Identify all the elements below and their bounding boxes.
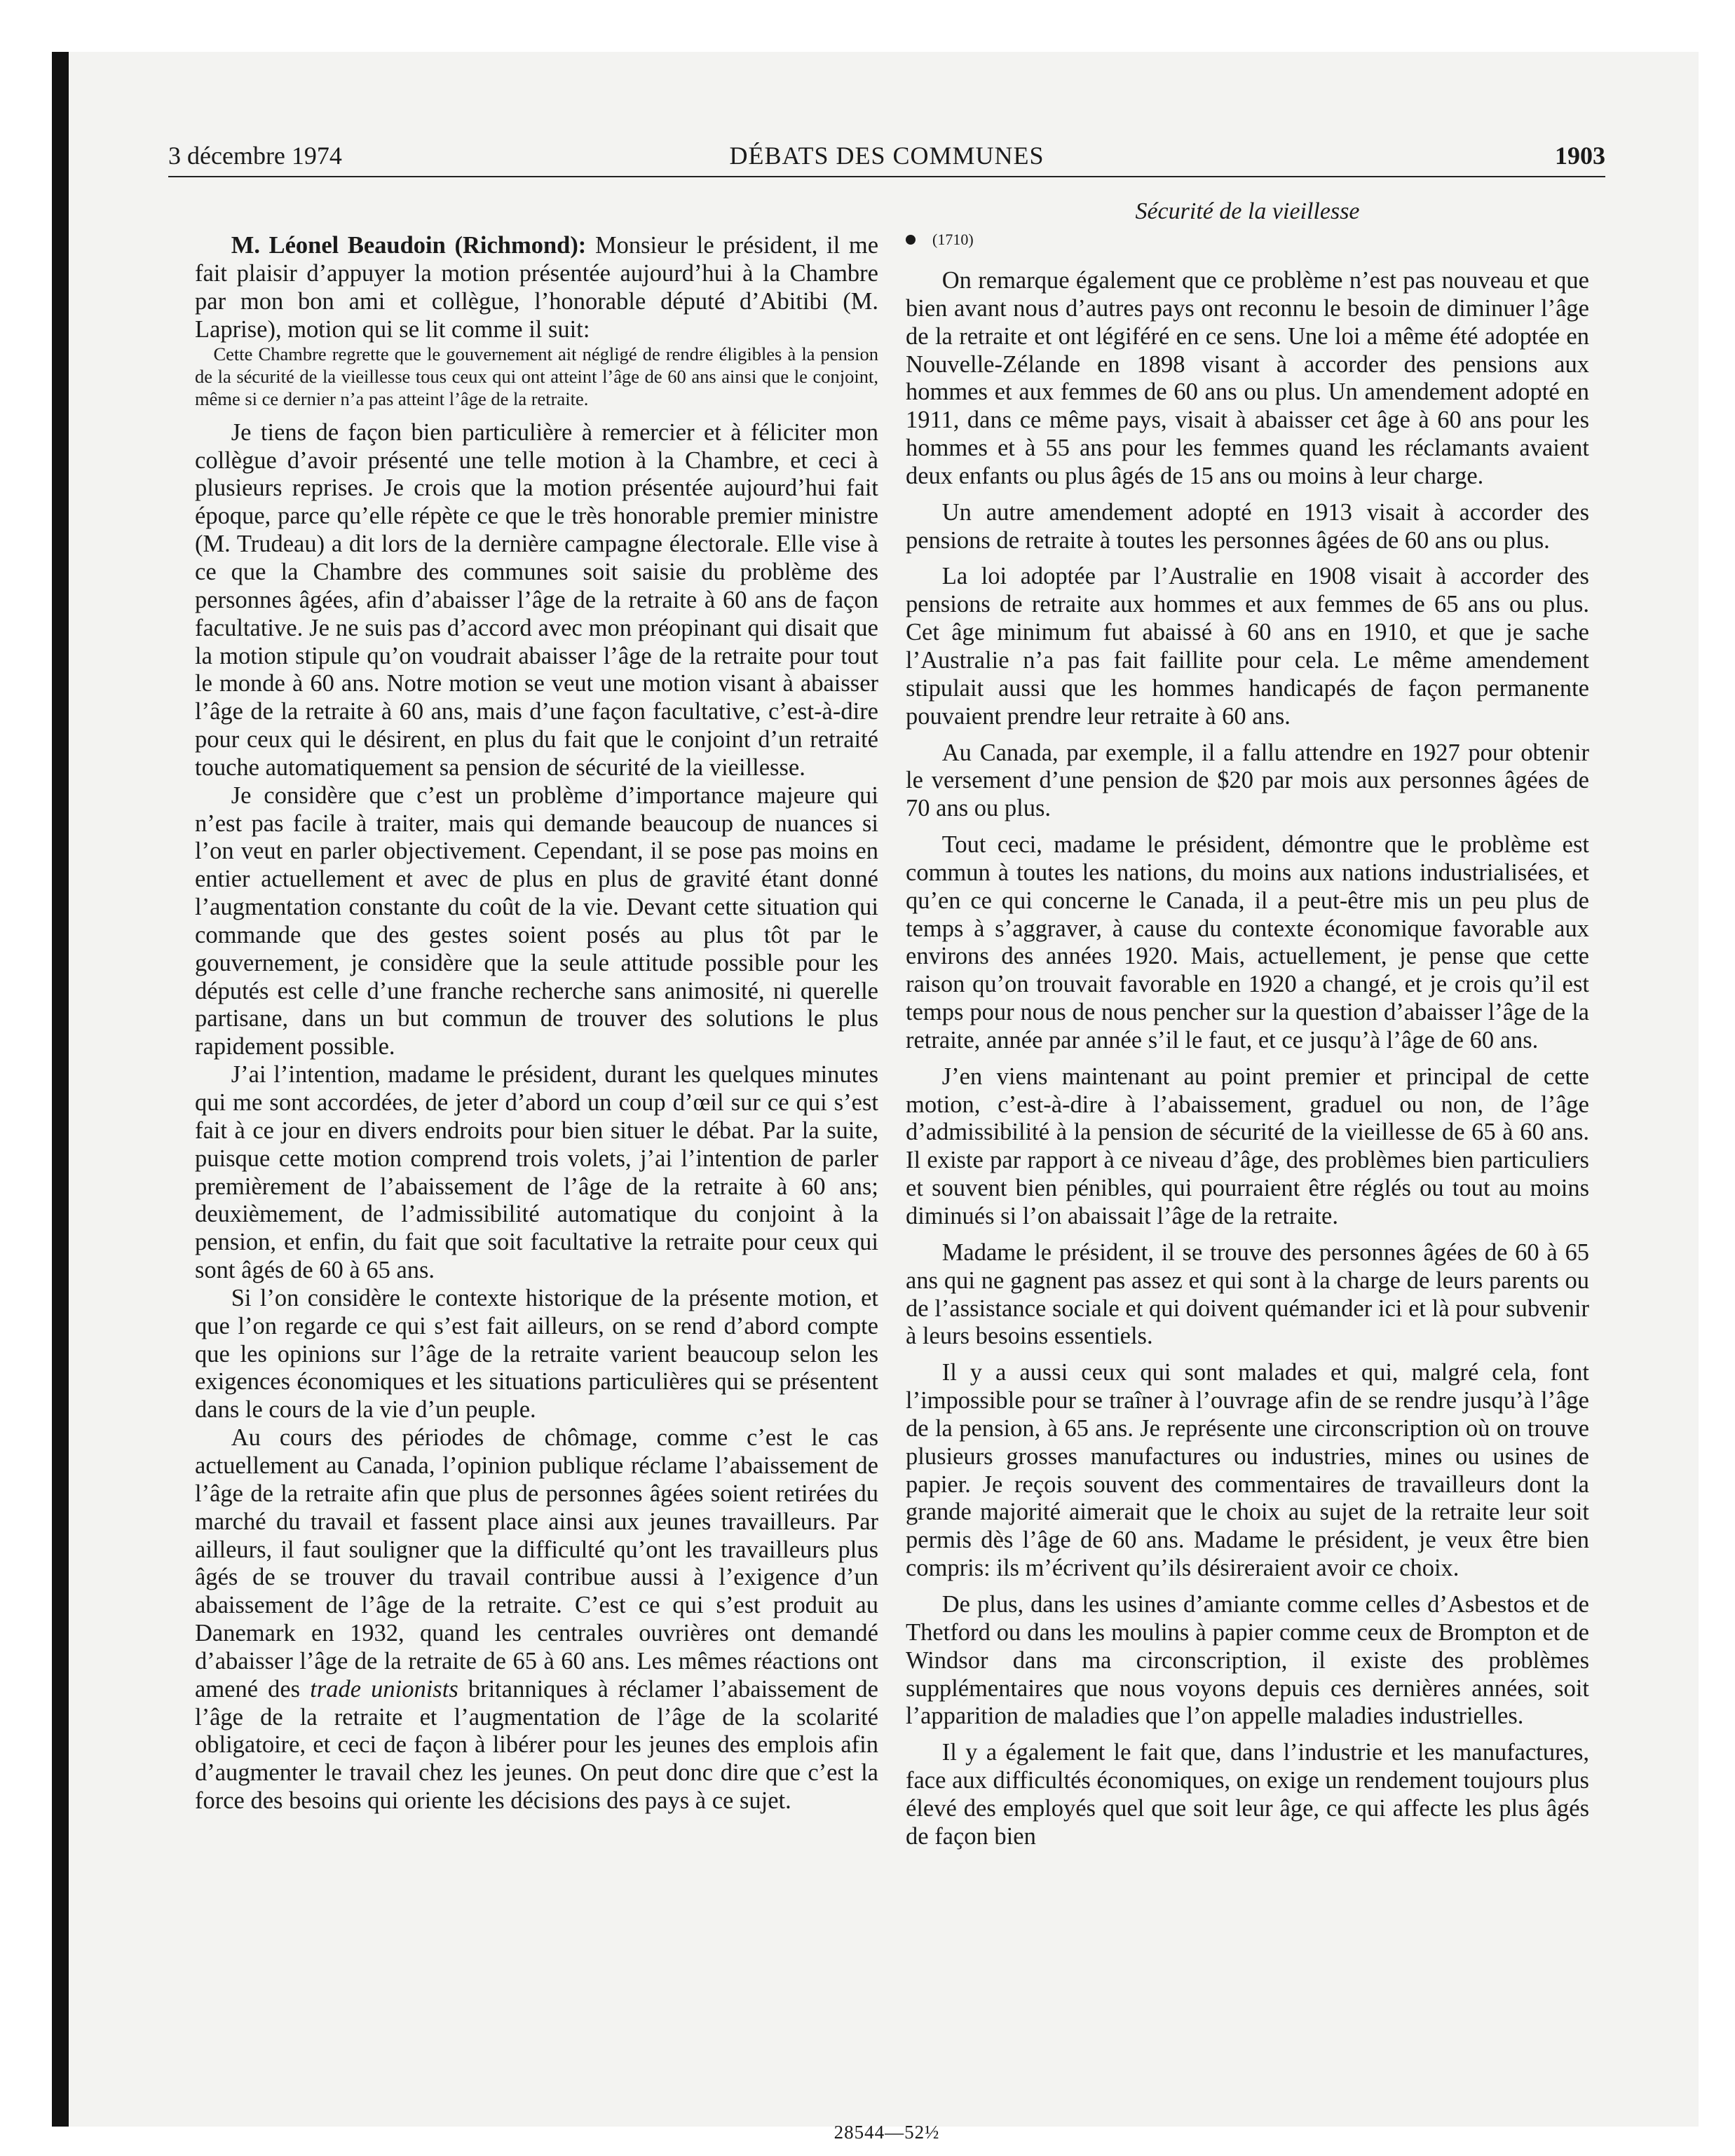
paragraph: J’ai l’intention, madame le président, durant les quelques minutes qui me sont accordées, de jeter d’abord un coup d’œil sur ce qui s’est fait à ce jour en divers endroits pour bien situer le débat. Par la suite, puisque cette motion comprend trois volets, j’ai l’intention de parler premièrement de l’abaissement de l’âge de la retraite à 60 ans; deuxièmement, de l’admissibilité automatique du conjoint à la pension, et enfin, du fait que soit facultative la retraite pour ceux qui sont âgés de 60 à 65 ans. <box>195 1061 878 1284</box>
paragraph: Madame le président, il se trouve des personnes âgées de 60 à 65 ans qui ne gagnent pas assez et qui sont à la charge de leurs parents ou de l’assistance sociale et qui doivent quémander ici et là pour subvenir à leurs besoins essentiels. <box>906 1239 1589 1350</box>
header-page-number: 1903 <box>1555 142 1605 170</box>
paragraph: Je considère que c’est un problème d’importance majeure qui n’est pas facile à traiter, mais qui demande beaucoup de nuances si l’on veut en parler objectivement. Cependant, il se pose pas moins en entier actuellement et avec de plus en plus de gravité étant donné l’augmentation constante du coût de la vie. Devant cette situation qui commande que des gestes soient posés au plus tôt par le gouvernement, je considère que la seule attitude possible pour les députés est celle d’une franche recherche sans animosité, ni querelle partisane, dans un but commun de trouver des solutions le plus rapidement possible. <box>195 782 878 1060</box>
header-title: DÉBATS DES COMMUNES <box>729 142 1045 170</box>
paragraph-text: Au cours des périodes de chômage, comme c’est le cas actuellement au Canada, l’opinion publique réclame l’abaissement de l’âge de la retraite afin que plus de personnes âgées soient retirées du marché du travail et fassent place ainsi aux jeunes travailleurs. Par ailleurs, il faut souligner que la difficulté qu’ont les travailleurs plus âgés de se trouver du travail contribue aussi à l’exigence d’un abaissement de l’âge de la retraite. C’est ce qui s’est produit au Danemark en 1932, quand les centrales ouvrières ont demandé d’abaisser l’âge de la retraite de 65 à 60 ans. Les mêmes réactions ont amené des <box>195 1424 878 1703</box>
paragraph: Tout ceci, madame le président, démontre que le problème est commun à toutes les nations, du moins aux nations industrialisées, et qu’en ce qui concerne le Canada, il a peut-être mis un peu plus de temps à s’aggraver, à cause du contexte économique favorable aux environs des années 1920. Mais, actuellement, je pense que cette raison qu’on trouvait favorable en 1920 a changé, et je crois qu’il est temps pour nous de nous pencher sur la question d’abaisser l’âge de la retraite, année par année s’il le faut, et ce jusqu’à l’âge de 60 ans. <box>906 831 1589 1053</box>
paragraph: La loi adoptée par l’Australie en 1908 visait à accorder des pensions de retraite aux hommes et aux femmes de 65 ans ou plus. Cet âge minimum fut abaissé à 60 ans en 1910, et que je sache l’Australie n’a pas fait faillite pour cela. Le même amendement stipulait aussi que les hommes handicapés de façon permanente pouvaient prendre leur retraite à 60 ans. <box>906 563 1589 730</box>
paragraph: Un autre amendement adopté en 1913 visait à accorder des pensions de retraite à toutes les personnes âgées de 60 ans ou plus. <box>906 498 1589 554</box>
motion-quote: Cette Chambre regrette que le gouvernement ait négligé de rendre éligibles à la pension de la sécurité de la vieillesse tous ceux qui ont atteint l’âge de 60 ans ainsi que le conjoint, même si ce dernier n’a pas atteint l’âge de la retraite. <box>195 343 878 409</box>
speaker-name: M. Léonel Beaudoin (Richmond): <box>231 232 587 259</box>
header-date: 3 décembre 1974 <box>168 142 342 170</box>
paragraph: Je tiens de façon bien particulière à remercier et à féliciter mon collègue d’avoir présenté une telle motion à la Chambre, et ceci à plusieurs reprises. Je crois que la motion présentée aujourd’hui fait époque, parce qu’elle répète ce que le très honorable premier ministre (M. Trudeau) a dit lors de la dernière campagne électorale. Elle vise à ce que la Chambre des communes soit saisie du problème des personnes âgées, afin d’abaisser l’âge de la retraite à 60 ans de façon facultative. Je ne suis pas d’accord avec mon préopinant qui disait que la motion stipule qu’on voudrait abaisser l’âge de la retraite pour tout le monde à 60 ans. Notre motion se veut une motion visant à abaisser l’âge de la retraite à 60 ans, mais d’une façon facultative, c’est-à-dire pour ceux qui le désirent, en plus du fait que le conjoint d’un retraité touche automatiquement sa pension de sécurité de la vieillesse. <box>195 418 878 781</box>
paragraph: J’en viens maintenant au point premier et principal de cette motion, c’est-à-dire à l’abaissement, graduel ou non, de l’âge d’admissibilité à la pension de sécurité de la vieillesse de 65 à 60 ans. Il existe par rapport à ce niveau d’âge, des problèmes bien particuliers et souvent bien pénibles, qui pourraient être réglés ou tout au moins diminués si l’on abaissait l’âge de la retraite. <box>906 1063 1589 1229</box>
paragraph: Il y a aussi ceux qui sont malades et qui, malgré cela, font l’impossible pour se traîner à l’ouvrage afin de se rendre jusqu’à l’âge de la pension, à 65 ans. Je représente une circonscription où on trouve plusieurs grosses manufactures ou industries, mines ou usines de papier. Je reçois souvent des commentaires de travailleurs dont la grande majorité aimerait que le choix au sujet de la retraite leur soit permis dès l’âge de 60 ans. Madame le président, je veux être bien compris: ils m’écrivent qu’ils désireraient avoir ce choix. <box>906 1359 1589 1582</box>
paragraph-text: britanniques à réclamer l’abaissement de l’âge de la retraite et l’augmentation de l’âge de la scolarité obligatoire, et ceci de façon à libérer pour les jeunes des emplois afin d’augmenter le travail chez les jeunes. On peut donc dire que c’est la force des besoins qui oriente les décisions des pays à ce sujet. <box>195 1675 878 1815</box>
speech-intro <box>195 232 878 343</box>
paragraph <box>195 1424 878 1815</box>
hansard-page <box>168 137 1605 2143</box>
bullet-icon <box>906 235 916 245</box>
left-column <box>195 232 878 1815</box>
intro-text: Monsieur le président, il me fait plaisir d’appuyer la motion présentée aujourd’hui à la Chambre par mon bon ami et collègue, l’honorable député d’Abitibi (M. Laprise), motion qui se lit comme il suit: <box>195 232 879 343</box>
section-title: Sécurité de la vieillesse <box>1135 198 1360 224</box>
paragraph: Il y a également le fait que, dans l’industrie et les manufactures, face aux difficultés économiques, on exige un rendement toujours plus élevé des employés quel que soit leur âge, ce qui affecte les plus âgés de façon bien <box>906 1739 1589 1850</box>
italic-term: trade unionists <box>310 1675 458 1703</box>
paragraph: On remarque également que ce problème n’est pas nouveau et que bien avant nous d’autres pays ont reconnu le besoin de diminuer l’âge de la retraite et ont légiféré en ce sens. Une loi a même été adoptée en Nouvelle-Zélande en 1898 visant à accorder des pensions aux hommes et aux femmes de 60 ans ou plus. Un amendement adopté en 1911, dans ce même pays, visait à abaisser cet âge à 60 ans pour les hommes et à 55 ans pour les femmes quand les réclamants avaient deux enfants ou plus âgés de 15 ans ou moins à leur charge. <box>906 267 1589 489</box>
paragraph: De plus, dans les usines d’amiante comme celles d’Asbestos et de Thetford ou dans les moulins à papier comme ceux de Brompton et de Windsor dans ma circonscription, il existe des problèmes supplémentaires que nous voyons depuis ces dernières années, soit l’apparition de maladies que l’on appelle maladies industrielles. <box>906 1590 1589 1730</box>
running-head <box>168 137 1605 177</box>
right-column <box>906 198 1589 1851</box>
time-stamp <box>906 231 1589 249</box>
paragraph: Au Canada, par exemple, il a fallu attendre en 1927 pour obtenir le versement d’une pension de $20 par mois aux personnes âgées de 70 ans ou plus. <box>906 739 1589 822</box>
footer-code: 28544—52½ <box>834 2122 940 2143</box>
time-stamp-text: (1710) <box>932 231 974 248</box>
paragraph: Si l’on considère le contexte historique de la présente motion, et que l’on regarde ce qui s’est fait ailleurs, on se rend d’abord compte que les opinions sur l’âge de la retraite varient beaucoup selon les exigences économiques et les situations particulières qui se présentent dans le cours de la vie d’un peuple. <box>195 1284 878 1424</box>
